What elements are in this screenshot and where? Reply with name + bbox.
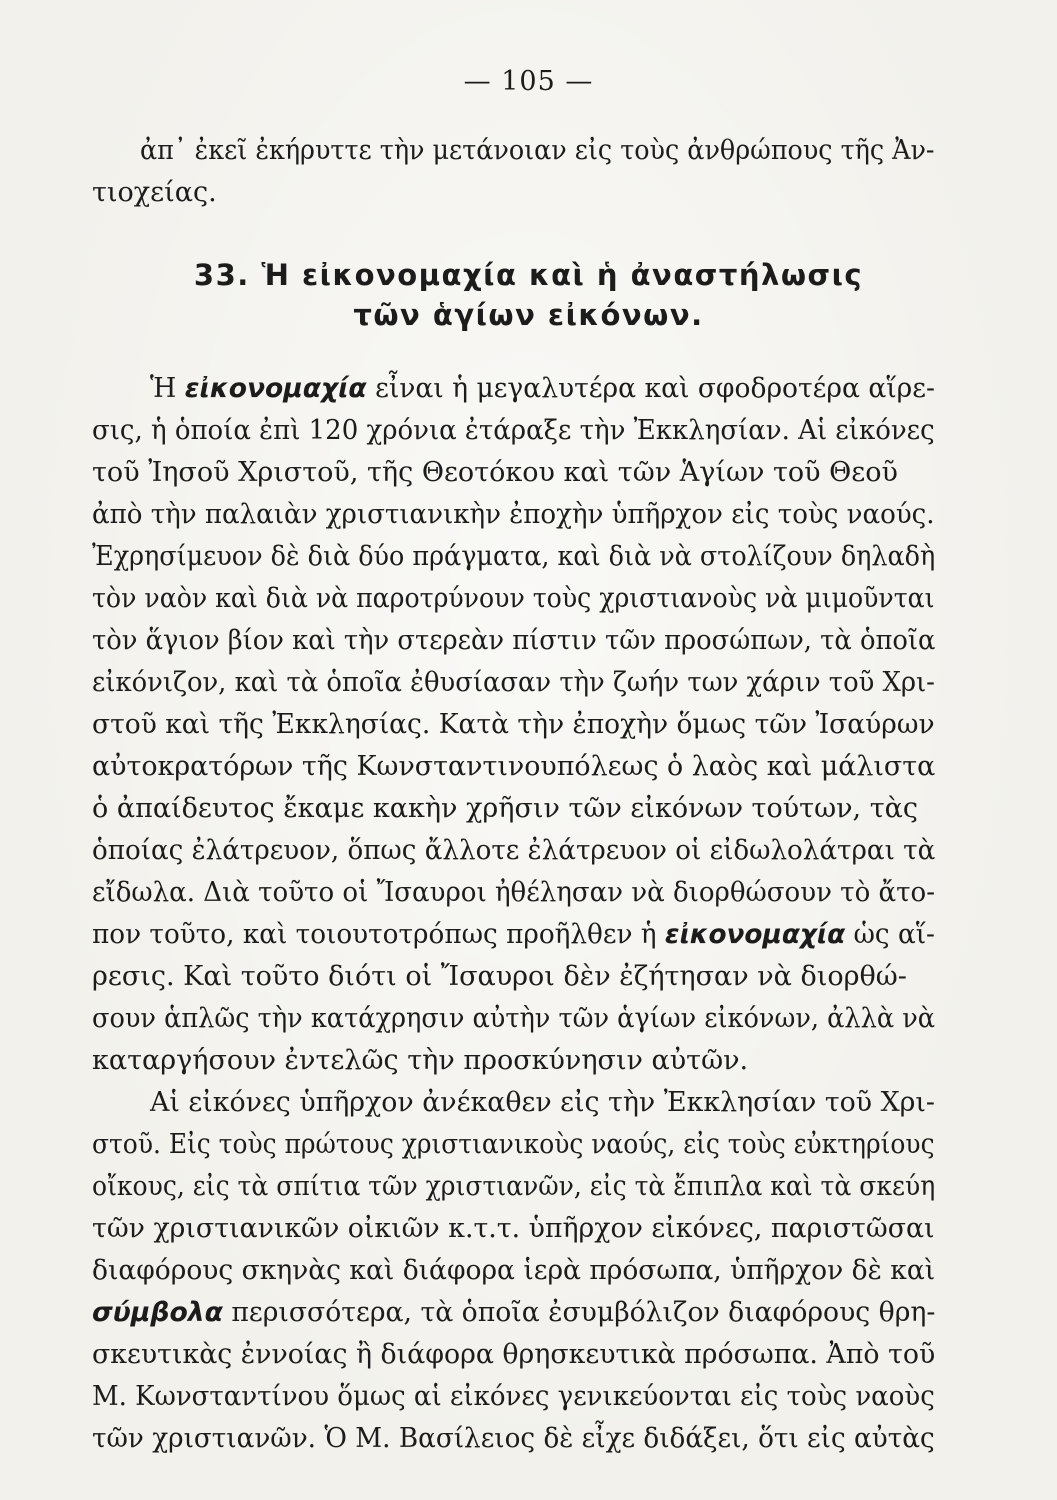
text-line: σύμβολα περισσότερα, τὰ ὁποῖα ἐσυμβόλιζον διαφόρους θρη- [92,1297,936,1328]
text-line: εἴδωλα. Διὰ τοῦτο οἱ Ἴσαυροι ἠθέλησαν νὰ διορθώσουν τὸ ἄτο- [92,877,936,908]
text-line: τιοχείας. [92,177,217,208]
text-line: οἴκους, εἰς τὰ σπίτια τῶν χριστιανῶν, εἰς τὰ ἔπιπλα καὶ τὰ σκεύη [92,1171,936,1202]
text-line: ἀπ᾽ ἐκεῖ ἐκήρυττε τὴν μετάνοιαν εἰς τοὺς ἀνθρώπους τῆς Ἀν- [140,135,935,166]
paragraph-start-line: Ἡ εἰκονομαχία εἶναι ἡ μεγαλυτέρα καὶ σφοδροτέρα αἵρε- [150,373,936,404]
text-line: καταργήσουν ἐντελῶς τὴν προσκύνησιν αὐτῶν. [92,1045,749,1076]
text-line: τὸν ναὸν καὶ διὰ νὰ παροτρύνουν τοὺς χριστιανοὺς νὰ μιμοῦνται [92,583,935,614]
text-line: εἰκόνιζον, καὶ τὰ ὁποῖα ἐθυσίασαν τὴν ζωήν των χάριν τοῦ Χρι- [92,667,935,698]
text-line: τῶν χριστιανικῶν οἰκιῶν κ.τ.τ. ὑπῆρχον εἰκόνες, παριστῶσαι [92,1213,935,1244]
text-line: τῶν χριστιανῶν. Ὁ Μ. Βασίλειος δὲ εἶχε διδάξει, ὅτι εἰς αὐτὰς [92,1423,935,1454]
text-line: σκευτικὰς ἐννοίας ἢ διάφορα θρησκευτικὰ πρόσωπα. Ἀπὸ τοῦ [92,1339,936,1370]
page-number: — 105 — [463,66,594,97]
emphasized-term: εἰκονομαχία [184,373,367,404]
text-line: ὁ ἀπαίδευτος ἔκαμε κακὴν χρῆσιν τῶν εἰκόνων τούτων, τὰς [92,793,918,824]
text-line: διαφόρους σκηνὰς καὶ διάφορα ἱερὰ πρόσωπα, ὑπῆρχον δὲ καὶ [92,1255,936,1286]
text-line: πον τοῦτο, καὶ τοιουτοτρόπως προῆλθεν ἡ εἰκονομαχία ὡς αἵ- [92,919,935,950]
text-line: τοῦ Ἰησοῦ Χριστοῦ, τῆς Θεοτόκου καὶ τῶν Ἁγίων τοῦ Θεοῦ [92,457,898,488]
text-line: στοῦ καὶ τῆς Ἐκκλησίας. Κατὰ τὴν ἐποχὴν ὅμως τῶν Ἰσαύρων [92,709,935,740]
text-line: σις, ἡ ὁποία ἐπὶ 120 χρόνια ἐτάραξε τὴν Ἐκκλησίαν. Αἱ εἰκόνες [92,415,935,446]
emphasized-term: σύμβολα [92,1297,223,1328]
text-line: ἀπὸ τὴν παλαιὰν χριστιανικὴν ἐποχὴν ὑπῆρχον εἰς τοὺς ναούς. [92,499,935,530]
text-line: αὐτοκρατόρων τῆς Κωνσταντινουπόλεως ὁ λαὸς καὶ μάλιστα [92,751,936,782]
section-heading-continued: τῶν ἁγίων εἰκόνων. [353,298,704,332]
text-line: σουν ἁπλῶς τὴν κατάχρησιν αὐτὴν τῶν ἁγίων εἰκόνων, ἀλλὰ νὰ [92,1003,936,1034]
text-line: ρεσις. Καὶ τοῦτο διότι οἱ Ἴσαυροι δὲν ἐζήτησαν νὰ διορθώ- [92,961,907,992]
text-line: στοῦ. Εἰς τοὺς πρώτους χριστιανικοὺς ναούς, εἰς τοὺς εὐκτηρίους [92,1129,935,1160]
text-line: ὁποίας ἐλάτρευον, ὅπως ἄλλοτε ἐλάτρευον οἱ εἰδωλολάτραι τὰ [92,835,936,866]
paragraph-start-line: Αἱ εἰκόνες ὑπῆρχον ἀνέκαθεν εἰς τὴν Ἐκκλησίαν τοῦ Χρι- [150,1087,935,1118]
text-line: Μ. Κωνσταντίνου ὅμως αἱ εἰκόνες γενικεύονται εἰς τοὺς ναοὺς [92,1381,935,1412]
text-line: Ἐχρησίμευον δὲ διὰ δύο πράγματα, καὶ διὰ νὰ στολίζουν δηλαδὴ [92,541,936,572]
section-heading: 33. Ἡ εἰκονομαχία καὶ ἡ ἀναστήλωσις [193,258,864,292]
emphasized-term: εἰκονομαχία [664,919,846,950]
text-line: τὸν ἅγιον βίον καὶ τὴν στερεὰν πίστιν τῶν προσώπων, τὰ ὁποῖα [92,625,936,656]
